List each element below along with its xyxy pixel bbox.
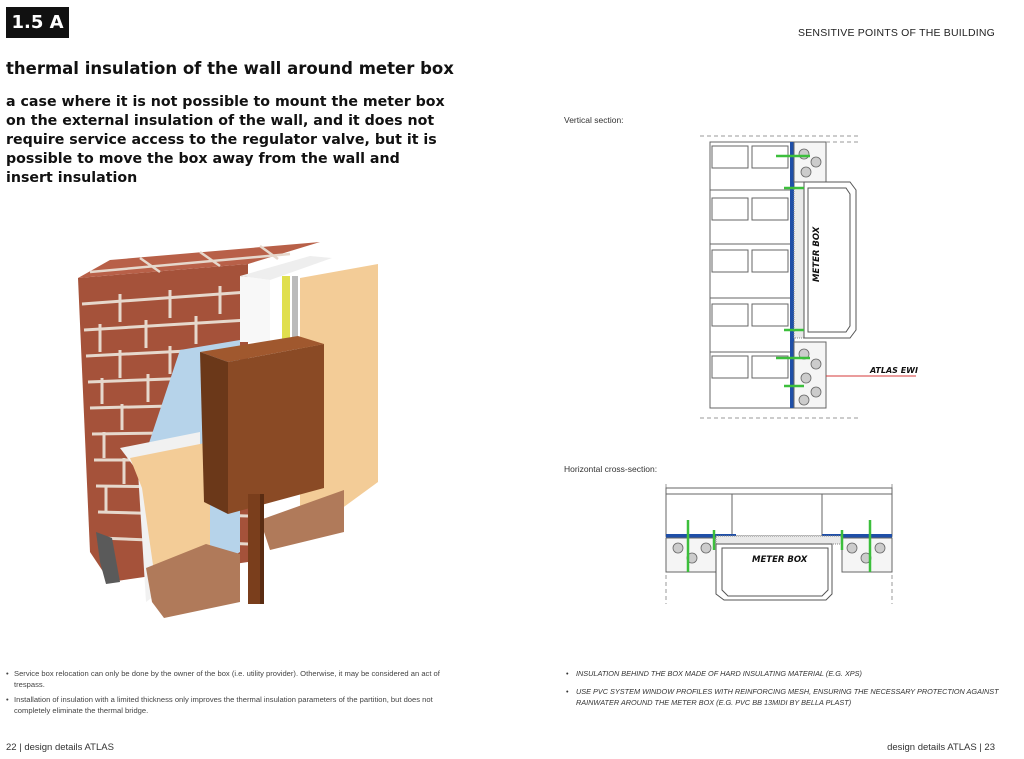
note-item: • USE PVC SYSTEM WINDOW PROFILES WITH REINFORCING MESH, ENSURING THE NECESSARY PROTECTION AGAINST RAINWATER AROUND THE METER BOX (E.G. PVC BB 13MIDI BY BELLA PLAST)	[566, 686, 1016, 708]
section-number-badge: 1.5 A	[6, 7, 69, 38]
horizontal-meter-box-label: METER BOX	[752, 555, 808, 565]
footer-right: design details ATLAS | 23	[887, 742, 995, 753]
horizontal-section-drawing	[662, 484, 896, 608]
vertical-section-drawing	[700, 132, 930, 422]
vertical-meter-box-label: METER BOX	[812, 226, 822, 282]
vertical-section-caption: Vertical section:	[564, 115, 624, 125]
note-item: • INSULATION BEHIND THE BOX MADE OF HARD INSULATING MATERIAL (E.G. XPS)	[566, 668, 1016, 679]
horizontal-section-caption: Horizontal cross-section:	[564, 464, 658, 474]
notes-left-list	[6, 668, 446, 720]
page-title: thermal insulation of the wall around meter box	[6, 59, 454, 78]
footer-left: 22 | design details ATLAS	[6, 742, 114, 753]
page-subtitle: a case where it is not possible to mount the meter box on the external insulation of the wall, and it does not require service access to the regulator valve, but it is possible to move the box away from the wall and insert insulation	[6, 94, 445, 186]
note-item: • Service box relocation can only be done by the owner of the box (i.e. utility provider). Otherwise, it may be considered an act of trespass.	[6, 668, 446, 690]
ewi-label: ATLAS EWI	[870, 366, 918, 375]
wall-3d-illustration	[60, 232, 390, 622]
section-title: SENSITIVE POINTS OF THE BUILDING	[798, 27, 995, 39]
note-item: • Installation of insulation with a limited thickness only improves the thermal insulation parameters of the partition, but does not completely eliminate the thermal bridge.	[6, 694, 446, 716]
notes-right-list	[566, 668, 1016, 715]
